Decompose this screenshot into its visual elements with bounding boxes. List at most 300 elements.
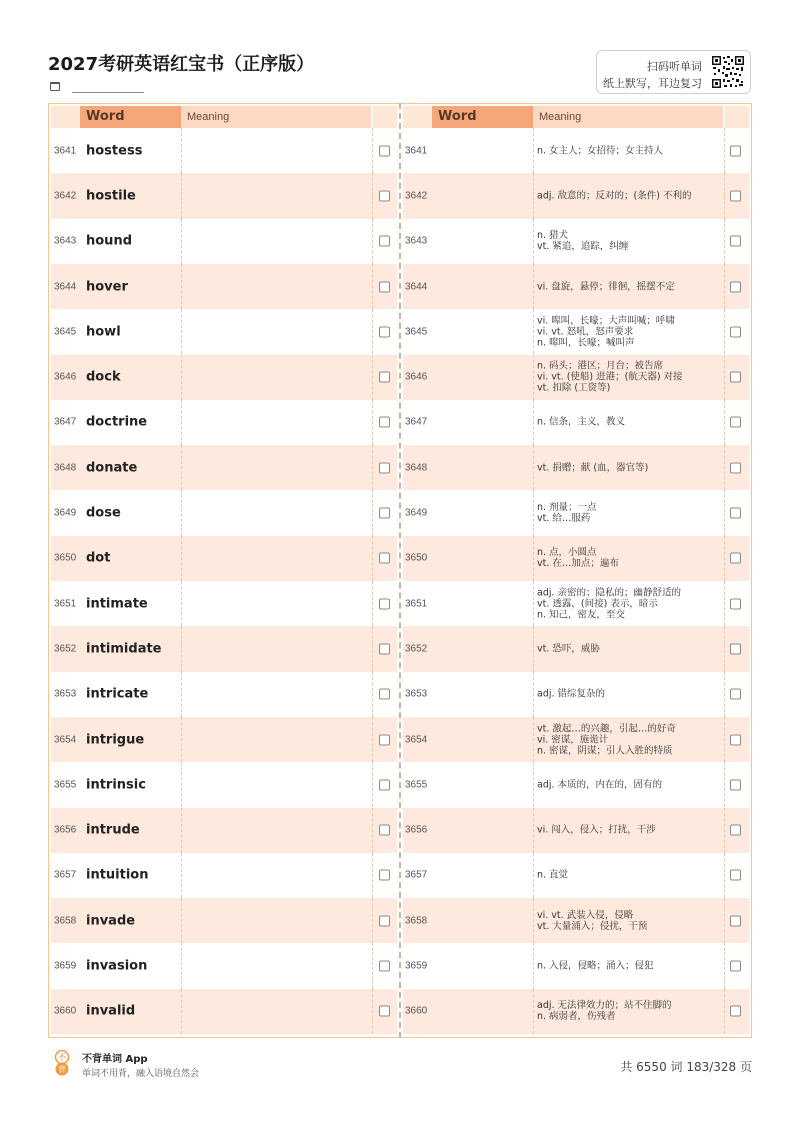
column-separator <box>724 400 725 445</box>
entry-word: invade <box>86 913 136 929</box>
column-separator <box>724 626 725 671</box>
header-word: Word <box>80 106 181 128</box>
app-logo-icon <box>51 1050 73 1076</box>
table-row <box>403 989 749 1034</box>
left-table <box>51 106 397 1019</box>
column-separator <box>533 445 534 490</box>
entry-word: hound <box>86 233 133 249</box>
entry-number: 3652 <box>54 643 77 655</box>
meaning-line: n. 点，小圆点 <box>537 547 597 559</box>
mastered-checkbox[interactable] <box>730 915 741 926</box>
entry-number: 3656 <box>405 824 428 836</box>
entry-number: 3653 <box>405 688 428 700</box>
entry-word: intrigue <box>86 732 145 748</box>
meaning-line: vt. 捐赠；献 (血，器官等) <box>537 462 649 474</box>
mastered-checkbox[interactable] <box>730 236 741 247</box>
meaning-line: vt. 在…加点；遍布 <box>537 558 619 570</box>
meaning-line: adj. 亲密的；隐私的；幽静舒适的 <box>537 587 682 599</box>
mastered-checkbox[interactable] <box>379 961 390 972</box>
entry-number: 3641 <box>405 145 428 157</box>
date-blank-line <box>72 92 144 93</box>
column-separator <box>724 536 725 581</box>
meaning-line: n. 剂量；一点 <box>537 502 597 514</box>
column-separator <box>181 173 182 218</box>
mastered-checkbox[interactable] <box>379 915 390 926</box>
table-row <box>51 672 397 717</box>
entry-meaning <box>537 547 723 569</box>
table-row <box>403 400 749 445</box>
meaning-line: n. 嗥叫，长嚎；喊叫声 <box>537 337 635 349</box>
table-row <box>403 626 749 671</box>
entry-number: 3656 <box>54 824 77 836</box>
meaning-line: vt. 扣除 (工资等) <box>537 382 611 394</box>
mastered-checkbox[interactable] <box>730 825 741 836</box>
qr-code-icon[interactable] <box>711 55 745 89</box>
mastered-checkbox[interactable] <box>730 145 741 156</box>
entry-word: intimate <box>86 596 148 612</box>
column-separator <box>724 173 725 218</box>
column-separator <box>372 536 373 581</box>
column-separator <box>372 400 373 445</box>
entry-word: hostile <box>86 188 136 204</box>
mastered-checkbox[interactable] <box>379 462 390 473</box>
entry-meaning <box>537 230 723 252</box>
page-info: 共 6550 词 183/328 页 <box>620 1060 752 1074</box>
entry-word: doctrine <box>86 414 148 430</box>
table-row <box>51 219 397 264</box>
meaning-line: vi. vt. 怒吼，怒声要求 <box>537 326 634 338</box>
table-row <box>51 626 397 671</box>
table-row <box>51 898 397 943</box>
column-separator <box>724 128 725 173</box>
entry-word: donate <box>86 460 138 476</box>
meaning-line: n. 猎犬 <box>537 230 569 242</box>
column-separator <box>181 853 182 898</box>
meaning-line: n. 码头；港区；月台；被告席 <box>537 360 664 372</box>
entry-number: 3659 <box>54 960 77 972</box>
column-separator <box>533 264 534 309</box>
table-row <box>51 264 397 309</box>
mastered-checkbox[interactable] <box>730 326 741 337</box>
mastered-checkbox[interactable] <box>379 372 390 383</box>
entry-number: 3650 <box>54 552 77 564</box>
mastered-checkbox[interactable] <box>379 145 390 156</box>
meaning-line: adj. 错综复杂的 <box>537 688 606 700</box>
entry-number: 3642 <box>405 190 428 202</box>
entry-word: hover <box>86 279 128 295</box>
table-row <box>51 808 397 853</box>
mastered-checkbox[interactable] <box>379 734 390 745</box>
meaning-line: adj. 无法律效力的；站不住脚的 <box>537 1000 672 1012</box>
entry-number: 3651 <box>54 598 77 610</box>
table-row <box>51 853 397 898</box>
table-row <box>51 445 397 490</box>
table-row <box>403 309 749 354</box>
entry-word: invasion <box>86 958 148 974</box>
entry-number: 3660 <box>405 1005 428 1017</box>
mastered-checkbox[interactable] <box>379 508 390 519</box>
right-table <box>403 106 749 1023</box>
column-separator <box>533 128 534 173</box>
table-row <box>51 400 397 445</box>
entry-number: 3650 <box>405 552 428 564</box>
meaning-line: vi. 嗥叫，长嚎；大声叫喊；呼啸 <box>537 315 675 327</box>
column-separator <box>372 989 373 1034</box>
meaning-line: n. 入侵，侵略；涌入；侵犯 <box>537 960 654 972</box>
header-meaning: Meaning <box>533 106 723 128</box>
mastered-checkbox[interactable] <box>379 689 390 700</box>
entry-meaning <box>537 190 723 201</box>
entry-number: 3644 <box>405 281 428 293</box>
header-meaning: Meaning <box>181 106 371 128</box>
meaning-line: vt. 给…服药 <box>537 513 591 525</box>
column-separator <box>533 355 534 400</box>
page-title: 2027考研英语红宝书（正序版） <box>48 54 315 75</box>
entry-number: 3657 <box>54 869 77 881</box>
mastered-checkbox[interactable] <box>730 508 741 519</box>
column-separator <box>533 717 534 762</box>
column-separator <box>372 581 373 626</box>
column-separator <box>372 128 373 173</box>
entry-number: 3646 <box>54 371 77 383</box>
mastered-checkbox[interactable] <box>379 643 390 654</box>
entry-number: 3647 <box>405 416 428 428</box>
entry-word: intricate <box>86 686 149 702</box>
column-separator <box>181 309 182 354</box>
meaning-line: vi. 密谋，施诡计 <box>537 734 609 746</box>
entry-meaning <box>537 910 723 932</box>
table-row <box>51 309 397 354</box>
mastered-checkbox[interactable] <box>379 1006 390 1017</box>
meaning-line: n. 知己，密友，至交 <box>537 609 626 621</box>
mastered-checkbox[interactable] <box>379 326 390 337</box>
entry-word: dock <box>86 369 121 385</box>
entry-meaning <box>537 779 723 790</box>
mastered-checkbox[interactable] <box>379 598 390 609</box>
column-separator <box>533 400 534 445</box>
entry-meaning <box>537 281 723 292</box>
logo-char-2: 背 <box>58 1065 66 1074</box>
meaning-line: n. 密谋，阴谋；引人入胜的特质 <box>537 745 673 757</box>
entry-number: 3658 <box>405 915 428 927</box>
meaning-line: adj. 敌意的；反对的；(条件) 不利的 <box>537 190 692 202</box>
column-separator <box>181 400 182 445</box>
entry-number: 3652 <box>405 643 428 655</box>
meaning-line: vt. 大量涌入；侵扰，干预 <box>537 920 648 932</box>
app-slogan: 单词不用背，融入语境自然会 <box>82 1069 200 1079</box>
meaning-line: n. 信条，主义，教义 <box>537 416 626 428</box>
mastered-checkbox[interactable] <box>730 281 741 292</box>
column-separator <box>724 808 725 853</box>
column-separator <box>724 264 725 309</box>
table-row <box>403 264 749 309</box>
column-separator <box>724 717 725 762</box>
entry-number: 3648 <box>405 462 428 474</box>
table-row <box>51 989 397 1034</box>
column-separator <box>181 219 182 264</box>
column-separator <box>372 264 373 309</box>
table-row <box>51 490 397 535</box>
mastered-checkbox[interactable] <box>730 779 741 790</box>
column-separator <box>372 355 373 400</box>
meaning-line: vt. 透露，(间接) 表示，暗示 <box>537 598 658 610</box>
mastered-checkbox[interactable] <box>730 598 741 609</box>
entry-number: 3649 <box>54 507 77 519</box>
column-separator <box>724 581 725 626</box>
header-num-cell <box>51 106 80 128</box>
entry-number: 3643 <box>405 235 428 247</box>
entry-number: 3660 <box>54 1005 77 1017</box>
column-separator <box>724 898 725 943</box>
column-separator <box>724 355 725 400</box>
table-row <box>403 355 749 400</box>
entry-number: 3659 <box>405 960 428 972</box>
entry-number: 3651 <box>405 598 428 610</box>
entry-meaning <box>537 315 723 348</box>
column-separator <box>181 898 182 943</box>
column-separator <box>533 808 534 853</box>
entry-word: intrude <box>86 822 140 838</box>
entry-meaning <box>537 502 723 524</box>
column-separator <box>372 943 373 988</box>
table-row <box>51 355 397 400</box>
column-separator <box>533 898 534 943</box>
column-separator <box>533 536 534 581</box>
meaning-line: n. 病弱者，伤残者 <box>537 1011 616 1023</box>
column-separator <box>533 490 534 535</box>
column-separator <box>724 219 725 264</box>
meaning-line: vi. 闯入，侵入；打扰，干涉 <box>537 824 656 836</box>
column-separator <box>533 309 534 354</box>
mastered-checkbox[interactable] <box>379 190 390 201</box>
column-separator <box>372 898 373 943</box>
table-row <box>403 490 749 535</box>
entry-word: dot <box>86 550 111 566</box>
mastered-checkbox[interactable] <box>379 825 390 836</box>
date-field[interactable] <box>50 80 150 94</box>
entry-word: intuition <box>86 867 149 883</box>
mastered-checkbox[interactable] <box>730 1006 741 1017</box>
entry-meaning <box>537 723 723 756</box>
meaning-line: vt. 恐吓，威胁 <box>537 643 600 655</box>
entry-number: 3647 <box>54 416 77 428</box>
column-separator <box>372 808 373 853</box>
entry-number: 3648 <box>54 462 77 474</box>
entry-number: 3643 <box>54 235 77 247</box>
entry-meaning <box>537 825 723 836</box>
entry-number: 3655 <box>54 779 77 791</box>
column-separator <box>181 445 182 490</box>
column-separator <box>724 853 725 898</box>
column-separator <box>372 762 373 807</box>
entry-word: intrinsic <box>86 777 146 793</box>
column-separator <box>533 219 534 264</box>
column-separator <box>181 943 182 988</box>
audio-promo-box <box>596 50 751 94</box>
meaning-line: n. 女主人；女招待；女主持人 <box>537 145 664 157</box>
entry-meaning <box>537 1000 723 1022</box>
entry-number: 3642 <box>54 190 77 202</box>
mastered-checkbox[interactable] <box>730 961 741 972</box>
table-row <box>403 173 749 218</box>
entry-meaning <box>537 361 723 394</box>
column-separator <box>181 490 182 535</box>
entry-number: 3658 <box>54 915 77 927</box>
column-separator <box>533 989 534 1034</box>
mastered-checkbox[interactable] <box>730 734 741 745</box>
entry-word: dose <box>86 505 121 521</box>
column-separator <box>181 581 182 626</box>
logo-char-1: 不 <box>58 1053 66 1062</box>
table-row <box>403 445 749 490</box>
promo-line-2: 纸上默写，耳边复习 <box>603 78 702 90</box>
entry-number: 3654 <box>54 734 77 746</box>
column-separator <box>181 717 182 762</box>
column-separator <box>533 853 534 898</box>
column-separator <box>533 943 534 988</box>
table-row <box>403 853 749 898</box>
table-row <box>403 581 749 626</box>
fold-divider <box>399 103 401 1038</box>
column-separator <box>724 943 725 988</box>
entry-word: intimidate <box>86 641 162 657</box>
mastered-checkbox[interactable] <box>379 779 390 790</box>
meaning-line: adj. 本质的，内在的，固有的 <box>537 779 663 791</box>
table-row <box>403 898 749 943</box>
column-separator <box>372 490 373 535</box>
entry-number: 3657 <box>405 869 428 881</box>
column-separator <box>181 536 182 581</box>
entry-number: 3641 <box>54 145 77 157</box>
column-separator <box>372 445 373 490</box>
entry-number: 3645 <box>54 326 77 338</box>
column-separator <box>372 717 373 762</box>
entry-meaning <box>537 587 723 620</box>
mastered-checkbox[interactable] <box>379 236 390 247</box>
meaning-line: vi. vt. (使船) 进港；(航天器) 对接 <box>537 371 683 383</box>
meaning-line: vi. vt. 武装入侵，侵略 <box>537 909 634 921</box>
table-row <box>403 536 749 581</box>
column-separator <box>724 762 725 807</box>
meaning-line: vt. 激起…的兴趣，引起…的好奇 <box>537 723 676 735</box>
table-row <box>51 581 397 626</box>
mastered-checkbox[interactable] <box>730 372 741 383</box>
column-separator <box>724 445 725 490</box>
column-separator <box>181 128 182 173</box>
header-check-cell <box>725 106 749 128</box>
mastered-checkbox[interactable] <box>730 417 741 428</box>
entry-number: 3653 <box>54 688 77 700</box>
column-separator <box>533 173 534 218</box>
entry-meaning <box>537 961 723 972</box>
table-row <box>51 717 397 762</box>
calendar-icon <box>50 82 60 91</box>
table-row <box>403 943 749 988</box>
entry-meaning <box>537 870 723 881</box>
column-separator <box>181 672 182 717</box>
table-row <box>51 173 397 218</box>
mastered-checkbox[interactable] <box>379 417 390 428</box>
entry-meaning <box>537 145 723 156</box>
column-separator <box>372 219 373 264</box>
entry-number: 3649 <box>405 507 428 519</box>
column-separator <box>372 173 373 218</box>
column-separator <box>724 989 725 1034</box>
mastered-checkbox[interactable] <box>730 462 741 473</box>
column-separator <box>181 264 182 309</box>
entry-word: hostess <box>86 143 143 159</box>
entry-meaning <box>537 417 723 428</box>
table-row <box>51 762 397 807</box>
table-row <box>51 536 397 581</box>
column-separator <box>372 672 373 717</box>
header-word: Word <box>432 106 533 128</box>
meaning-line: vt. 紧追，追踪，纠缠 <box>537 241 629 253</box>
table-header <box>51 106 397 128</box>
column-separator <box>533 581 534 626</box>
column-separator <box>372 309 373 354</box>
header-check-cell <box>373 106 397 128</box>
mastered-checkbox[interactable] <box>379 281 390 292</box>
mastered-checkbox[interactable] <box>379 553 390 564</box>
table-header <box>403 106 749 128</box>
entry-word: invalid <box>86 1003 136 1019</box>
column-separator <box>724 490 725 535</box>
mastered-checkbox[interactable] <box>730 643 741 654</box>
table-row <box>403 672 749 717</box>
table-row <box>403 128 749 173</box>
header-num-cell <box>403 106 432 128</box>
entry-meaning <box>537 643 723 654</box>
mastered-checkbox[interactable] <box>730 190 741 201</box>
mastered-checkbox[interactable] <box>730 870 741 881</box>
mastered-checkbox[interactable] <box>730 553 741 564</box>
column-separator <box>724 672 725 717</box>
meaning-line: n. 直觉 <box>537 869 569 881</box>
column-separator <box>372 853 373 898</box>
column-separator <box>181 626 182 671</box>
column-separator <box>181 808 182 853</box>
column-separator <box>724 309 725 354</box>
table-row <box>51 943 397 988</box>
mastered-checkbox[interactable] <box>379 870 390 881</box>
column-separator <box>181 762 182 807</box>
entry-number: 3654 <box>405 734 428 746</box>
column-separator <box>533 626 534 671</box>
promo-line-1: 扫码听单词 <box>647 61 702 73</box>
app-name: 不背单词 App <box>82 1054 148 1065</box>
table-row <box>403 717 749 762</box>
mastered-checkbox[interactable] <box>730 689 741 700</box>
entry-number: 3655 <box>405 779 428 791</box>
table-row <box>403 762 749 807</box>
entry-meaning <box>537 689 723 700</box>
meaning-line: vi. 盘旋，悬停；徘徊，摇摆不定 <box>537 281 675 293</box>
column-separator <box>533 762 534 807</box>
column-separator <box>533 672 534 717</box>
column-separator <box>181 355 182 400</box>
column-separator <box>372 626 373 671</box>
entry-number: 3646 <box>405 371 428 383</box>
entry-meaning <box>537 462 723 473</box>
entry-number: 3644 <box>54 281 77 293</box>
column-separator <box>181 989 182 1034</box>
entry-number: 3645 <box>405 326 428 338</box>
entry-word: howl <box>86 324 121 340</box>
table-row <box>403 808 749 853</box>
table-row <box>51 128 397 173</box>
table-row <box>403 219 749 264</box>
